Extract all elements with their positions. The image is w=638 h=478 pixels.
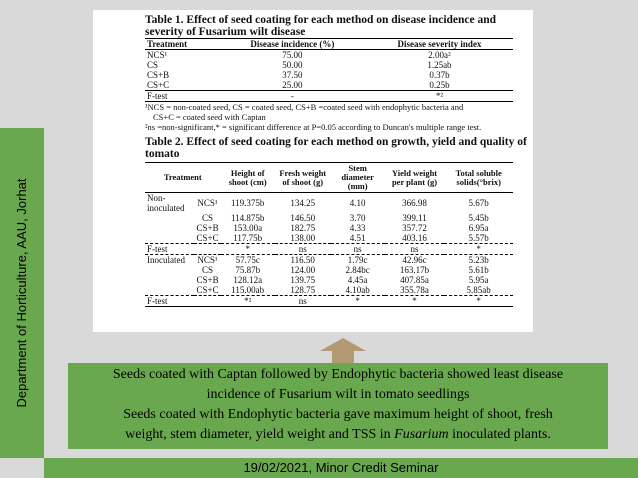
table-cell: CS+B	[196, 275, 219, 285]
table1	[145, 38, 513, 102]
table-cell: 4.33	[349, 223, 366, 233]
table-cell: 357.72	[402, 223, 427, 233]
table-cell: 163.17b	[399, 265, 430, 275]
table-cell: 5.45b	[468, 213, 489, 223]
table-row	[145, 265, 513, 275]
table-cell: 5.67b	[468, 198, 489, 208]
table-cell: 1.25ab	[427, 60, 452, 70]
table-row	[145, 233, 513, 244]
table-cell: F-test	[145, 91, 219, 102]
table-row	[145, 223, 513, 233]
table2-title: Table 2. Effect of seed coating for each method on growth, yield and quality of tomato	[145, 136, 527, 160]
table-cell: 5.57b	[468, 233, 489, 243]
up-arrow-icon	[320, 338, 366, 364]
table-cell: 128.12a	[233, 275, 263, 285]
table-cell: CS+C	[147, 80, 170, 90]
table1-footnote: ²ns =non-significant,* = significant difference at P=0.05 according to Duncan's multiple range test.	[145, 122, 482, 132]
table2-header: Fresh weight of shoot (g)	[275, 163, 331, 193]
table-cell: F-test	[145, 296, 221, 307]
table-cell: 4.51	[349, 233, 366, 243]
group-label	[145, 223, 194, 233]
table-cell: *²	[366, 91, 513, 102]
table-cell: 2.00a²	[428, 50, 451, 60]
table-cell: 2.84bc	[345, 265, 370, 275]
group-label: Inoculated	[147, 255, 185, 265]
summary-line: Seeds coated with Endophytic bacteria gave maximum height of shoot, fresh	[123, 407, 553, 422]
table-cell: 4.10ab	[345, 285, 370, 295]
table-cell: 124.00	[290, 265, 316, 275]
table-cell: 399.11	[402, 213, 427, 223]
table1-header: Disease incidence (%)	[219, 39, 366, 50]
ftest-row	[145, 244, 513, 255]
table2-header: Height of shoot (cm)	[221, 163, 275, 193]
table-cell: CS	[202, 265, 214, 275]
table-cell: ns	[275, 296, 331, 307]
table-row	[145, 255, 513, 266]
table1-footnote: ¹NCS = non-coated seed, CS = coated seed, CS+B =coated seed with endophytic bacteria and	[145, 102, 464, 112]
table-row	[145, 275, 513, 285]
summary-line: weight, stem diameter, yield weight and TSS in Fusarium inoculated plants.	[125, 427, 551, 442]
table-cell: CS+C	[196, 285, 219, 295]
table-cell: 182.75	[290, 223, 316, 233]
department-label: Department of Horticulture, AAU, Jorhat	[14, 178, 29, 408]
table-cell: NCS¹	[197, 198, 218, 208]
table-cell: 3.70	[349, 213, 366, 223]
footer-banner: 19/02/2021, Minor Credit Seminar	[44, 458, 638, 478]
table-cell: 114.875b	[231, 213, 265, 223]
table-row	[145, 70, 513, 80]
table-cell: 366.98	[402, 198, 427, 208]
table-cell: 5.23b	[468, 255, 489, 265]
table-cell: 1.79c	[347, 255, 368, 265]
table1-footnote: CS+C = coated seed with Captan	[153, 112, 266, 122]
table-cell: ns	[275, 244, 331, 255]
table-cell: 146.50	[290, 213, 316, 223]
table-cell: 128.75	[290, 285, 316, 295]
group-label: Non-inoculated	[147, 193, 185, 213]
table-cell: 57.75c	[235, 255, 260, 265]
table-cell: 139.75	[290, 275, 316, 285]
table-cell: 6.95a	[468, 223, 489, 233]
table-cell: 50.00	[282, 60, 303, 70]
table-cell: 138.00	[290, 233, 316, 243]
table-cell: 4.45a	[347, 275, 368, 285]
table-row	[145, 285, 513, 296]
table1-header: Treatment	[145, 39, 219, 50]
group-label	[145, 275, 194, 285]
table-cell: 119.375b	[231, 198, 265, 208]
table-cell: 116.50	[290, 255, 315, 265]
table-cell: 5.85ab	[466, 285, 491, 295]
table-cell: NCS¹	[197, 255, 218, 265]
table-row	[145, 80, 513, 91]
table-cell: 0.25b	[429, 80, 450, 90]
table-cell: 153.00a	[233, 223, 263, 233]
ftest-row	[145, 91, 513, 102]
table-cell: 4.10	[349, 198, 366, 208]
table-cell: *	[221, 244, 275, 255]
group-label	[145, 285, 194, 296]
sidebar-banner	[0, 128, 44, 458]
table-cell: 0.37b	[429, 70, 450, 80]
table1-title: Table 1. Effect of seed coating for each method on disease incidence and severity of Fusarium wilt disease	[145, 14, 497, 38]
table-cell: 42.96c	[402, 255, 427, 265]
table-cell: *	[331, 296, 385, 307]
table-cell: CS	[202, 213, 214, 223]
ftest-row	[145, 296, 513, 307]
table-cell: 25.00	[282, 80, 303, 90]
group-label	[145, 233, 194, 244]
table2-header: Total soluble solids(°brix)	[444, 163, 513, 193]
table-cell: 117.75b	[233, 233, 263, 243]
table-cell: 115.00ab	[231, 285, 265, 295]
table-cell: NCS¹	[147, 50, 168, 60]
table-cell: *	[385, 296, 445, 307]
table-cell: F-test	[145, 244, 221, 255]
table-cell: CS+C	[196, 233, 219, 243]
summary-line: incidence of Fusarium wilt in tomato seedlings	[206, 387, 470, 402]
table-cell: CS	[147, 60, 159, 70]
table-cell: 403.16	[402, 233, 427, 243]
table-row	[145, 50, 513, 61]
table2-header: Stem diameter (mm)	[331, 163, 385, 193]
table-image	[93, 10, 533, 332]
table-cell: ns	[385, 244, 445, 255]
table-cell: 134.25	[290, 198, 316, 208]
table-row	[145, 213, 513, 223]
table-cell: *	[444, 244, 513, 255]
table-row	[145, 60, 513, 70]
table-cell: *	[444, 296, 513, 307]
table-cell: 75.00	[282, 50, 303, 60]
table2-header: Treatment	[145, 163, 221, 193]
summary-line: Seeds coated with Captan followed by Endophytic bacteria showed least disease	[112, 367, 564, 382]
group-label	[145, 265, 194, 275]
table-cell: 407.85a	[400, 275, 429, 285]
table1-header: Disease severity index	[366, 39, 513, 50]
table-cell: CS+B	[147, 70, 170, 80]
table-cell: ns	[331, 244, 385, 255]
table-cell: *²	[221, 296, 275, 307]
table-cell: CS+B	[196, 223, 219, 233]
table-cell: 5.61b	[468, 265, 489, 275]
table-cell: 75.87b	[235, 265, 261, 275]
summary-box	[68, 363, 608, 449]
table2	[145, 162, 513, 307]
table-cell: 355.78a	[400, 285, 429, 295]
table-cell: 5.95a	[468, 275, 489, 285]
table-row	[145, 193, 513, 214]
group-label	[145, 213, 194, 223]
table2-header: Yield weight per plant (g)	[385, 163, 445, 193]
table-cell: 37.50	[282, 70, 303, 80]
table-cell: -	[219, 91, 366, 102]
